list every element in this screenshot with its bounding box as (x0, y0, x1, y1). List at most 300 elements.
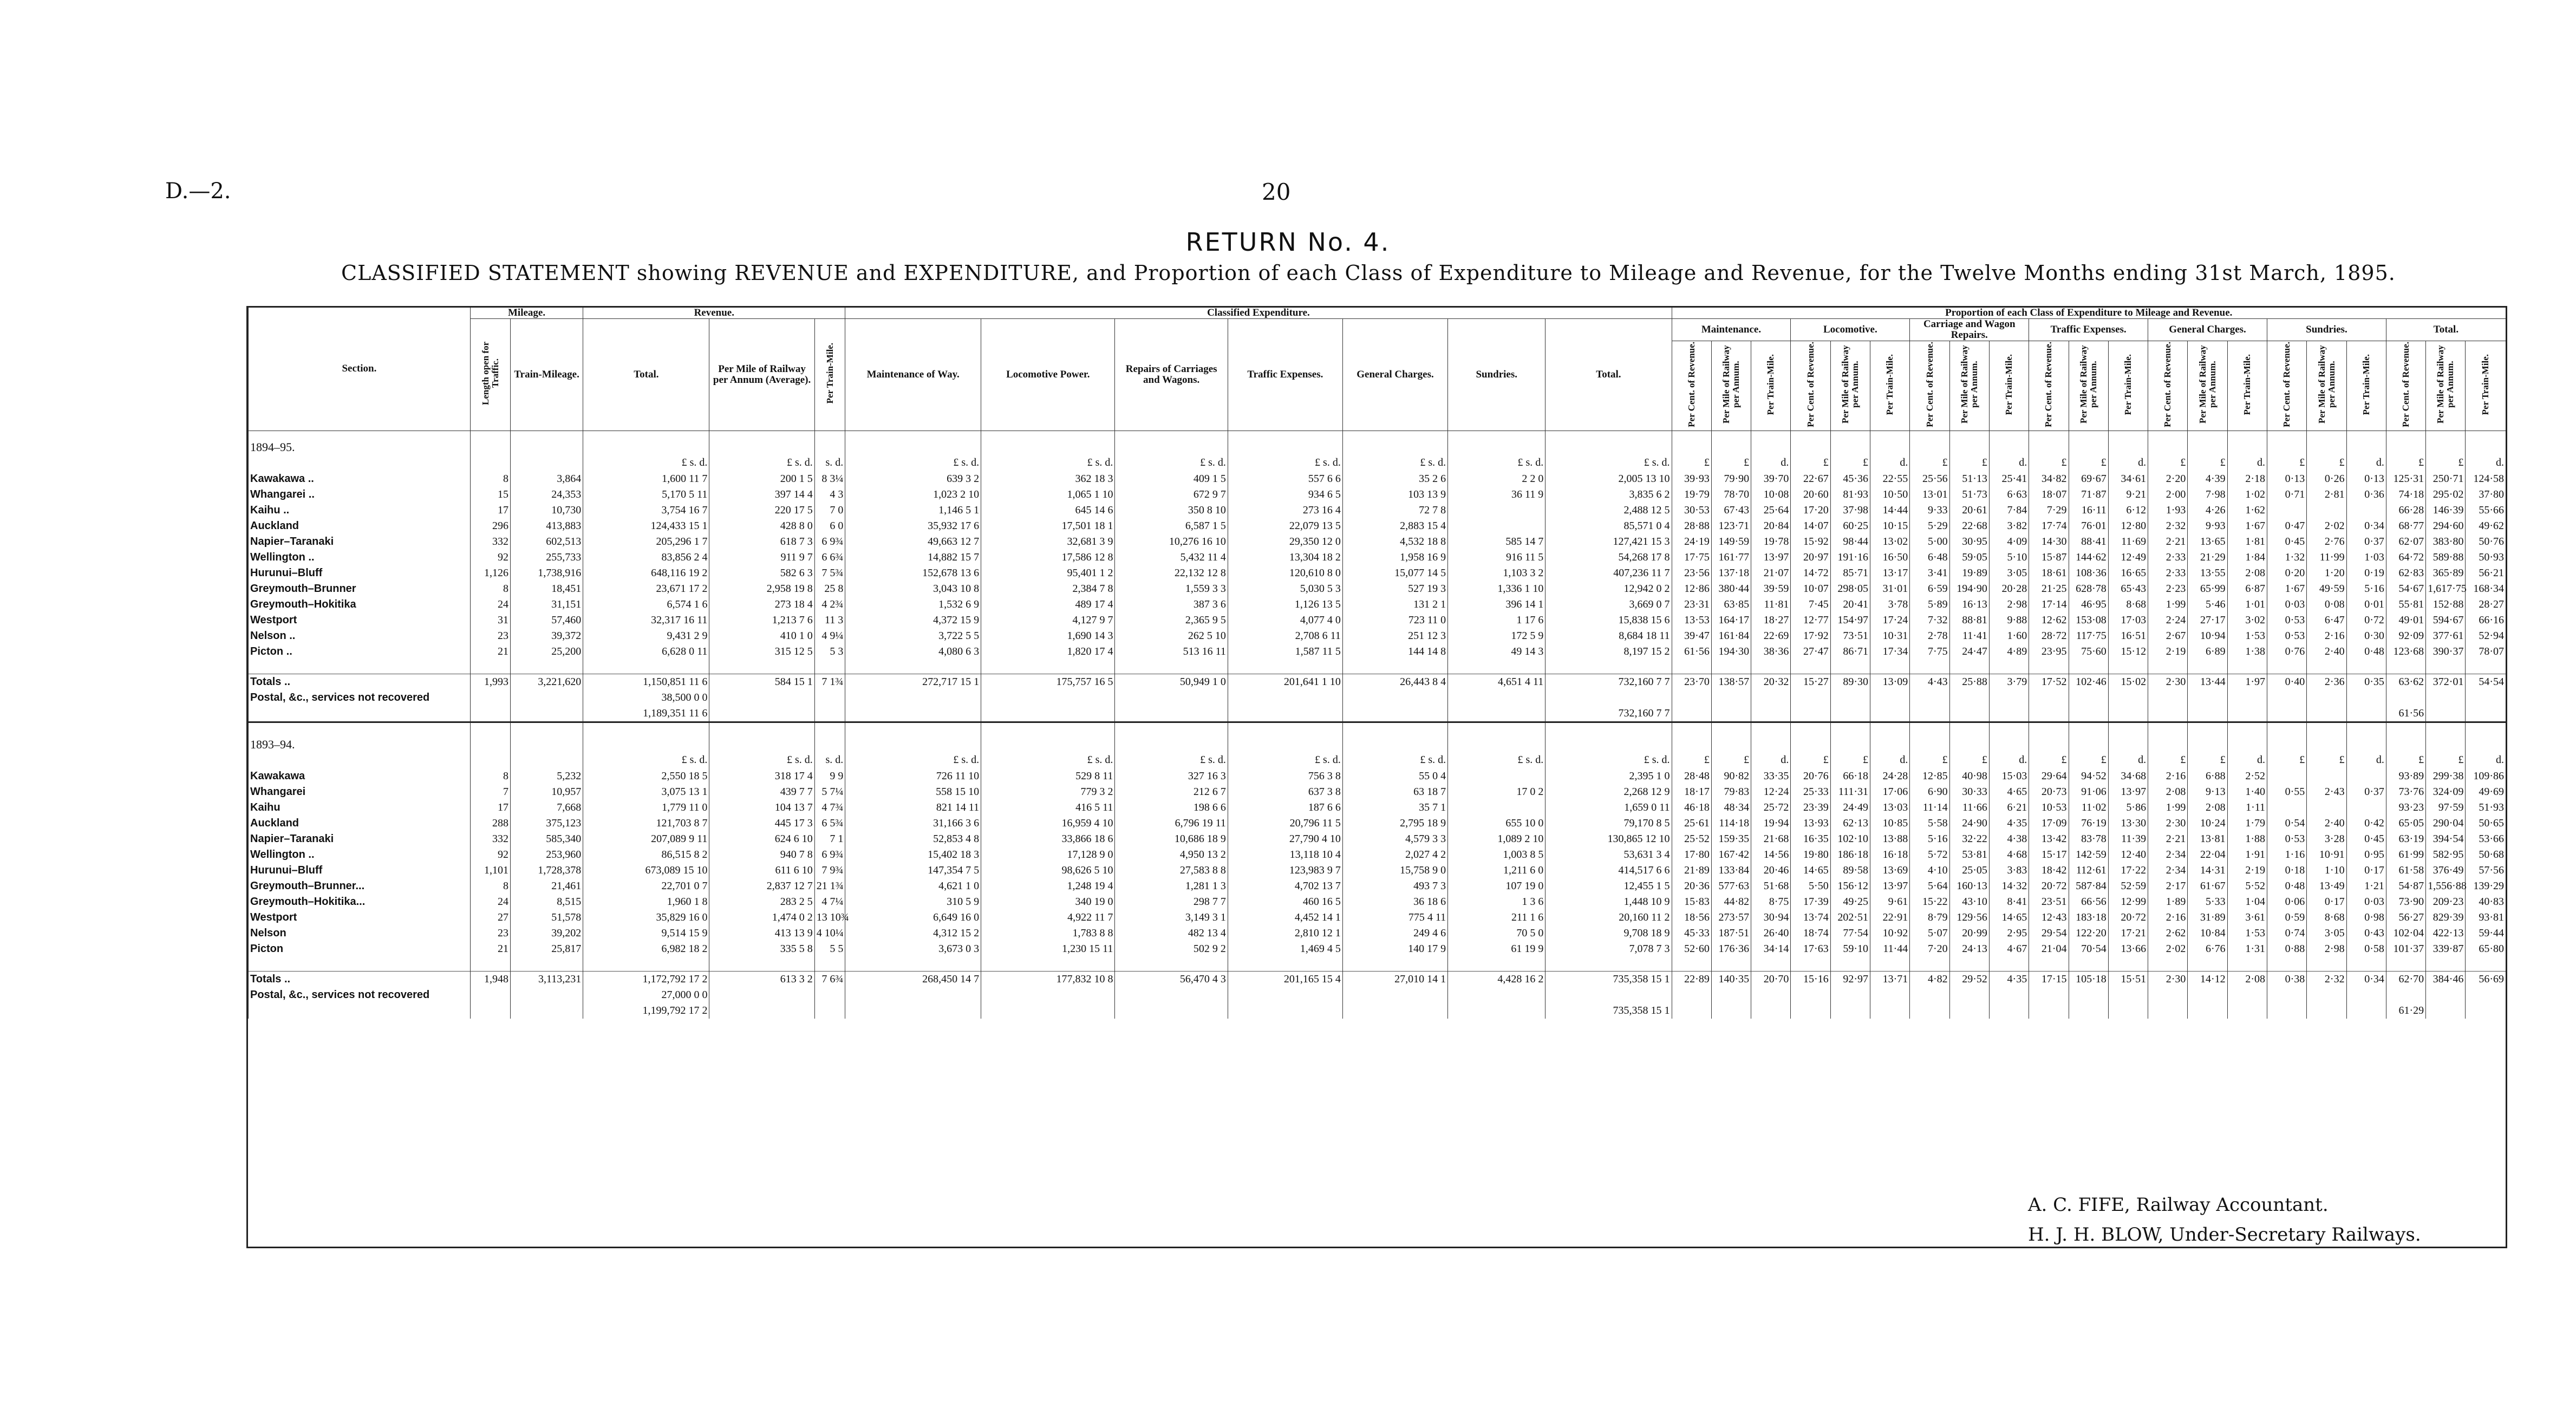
repairs-cell: 6,796 19 11 (1115, 816, 1228, 831)
proportion-cell: 0·53 (2267, 628, 2306, 644)
empty-cell (845, 728, 981, 752)
general-cell: 2,883 15 4 (1342, 518, 1447, 534)
unit-label: £ (1949, 455, 1989, 471)
totals-row (249, 971, 2506, 987)
proportion-cell: 9·61 (1870, 894, 1910, 910)
empty-cell (2307, 1003, 2346, 1019)
proportion-cell: 7·75 (1910, 644, 1949, 660)
empty-cell (2386, 728, 2425, 752)
general-cell: 1,958 16 9 (1342, 550, 1447, 565)
sundries-cell: 1 3 6 (1448, 894, 1545, 910)
proportion-cell: 17·24 (1870, 612, 1910, 628)
section-name: Picton .. (249, 644, 471, 660)
proportion-cell: 23·56 (1672, 565, 1711, 581)
proportion-cell: 10·92 (1870, 925, 1910, 941)
proportion-cell: 109·86 (2466, 768, 2506, 784)
traffic-cell: 22,079 13 5 (1228, 518, 1342, 534)
empty-cell (583, 957, 709, 972)
proportion-cell: 39·47 (1672, 628, 1711, 644)
empty-cell (2227, 1003, 2267, 1019)
proportion-cell: 2·08 (2188, 800, 2227, 816)
proportion-cell (2307, 503, 2346, 518)
proportion-cell: 76·01 (2069, 518, 2108, 534)
proportion-cell: 290·04 (2426, 816, 2466, 831)
empty-cell (1989, 660, 2029, 674)
proportion-cell: 1·93 (2148, 503, 2188, 518)
proportion-cell: 8·68 (2108, 597, 2148, 612)
proportion-cell: 16·51 (2108, 628, 2148, 644)
proportion-cell: 0·53 (2267, 612, 2306, 628)
repairs-cell: 27,583 8 8 (1115, 863, 1228, 878)
proportion-cell: 14·56 (1751, 847, 1791, 863)
general-cell: 723 11 0 (1342, 612, 1447, 628)
empty-cell (1830, 706, 1870, 722)
section-name: Kaihu .. (249, 503, 471, 518)
empty-cell (1672, 987, 1711, 1003)
revenue-per-train-mile-cell: 4 3 (814, 487, 845, 503)
empty-cell (2108, 722, 2148, 728)
col-train-mileage: Train-Mileage. (511, 318, 583, 431)
col-revenue-total: Total. (583, 318, 709, 431)
empty-cell (2148, 431, 2188, 455)
unit-label: d. (1870, 752, 1910, 768)
revenue-per-train-mile-cell: 4 7¾ (814, 800, 845, 816)
length-cell: 21 (470, 644, 510, 660)
proportion-cell: 67·43 (1711, 503, 1751, 518)
proportion-cell: 0·98 (2346, 910, 2386, 925)
empty-cell (2386, 957, 2425, 972)
repairs-cell: 513 16 11 (1115, 644, 1228, 660)
col-maintenance: Maintenance of Way. (845, 318, 981, 431)
section-name: Auckland (249, 518, 471, 534)
proportion-cell: 2·98 (2307, 941, 2346, 957)
proportion-cell: 0·72 (2346, 612, 2386, 628)
proportion-cell: 20·99 (1949, 925, 1989, 941)
proportion-cell: 383·80 (2426, 534, 2466, 550)
proportion-cell: 15·92 (1791, 534, 1830, 550)
page-number: 20 (1262, 179, 1291, 205)
proportion-cell: 1·67 (2267, 581, 2306, 597)
proportion-cell: 5·64 (1910, 878, 1949, 894)
proportion-cell: 16·13 (1949, 597, 1989, 612)
empty-cell (1989, 706, 2029, 722)
proportion-cell: 0·18 (2267, 863, 2306, 878)
train-mileage-cell: 375,123 (511, 816, 583, 831)
empty-cell (845, 706, 981, 722)
empty-cell (1342, 987, 1447, 1003)
proportion-cell: 4·35 (1989, 816, 2029, 831)
proportion-cell: 0·13 (2267, 471, 2306, 487)
proportion-cell: 2·17 (2148, 878, 2188, 894)
proportion-cell: 29·64 (2029, 768, 2069, 784)
locomotive-cell: 1,065 1 10 (981, 487, 1115, 503)
empty-cell (709, 660, 814, 674)
proportion-cell: 139·29 (2466, 878, 2506, 894)
proportion-cell: 53·66 (2466, 831, 2506, 847)
empty-cell (2426, 706, 2466, 722)
train-mileage-cell: 10,730 (511, 503, 583, 518)
proportion-cell: 15·12 (2108, 644, 2148, 660)
train-mileage-cell: 21,461 (511, 878, 583, 894)
proportion-cell: 0·38 (2267, 971, 2306, 987)
empty-cell (2148, 706, 2188, 722)
section-row (249, 565, 2506, 581)
revenue-per-mile-cell: 2,958 19 8 (709, 581, 814, 597)
maintenance-cell: 15,402 18 3 (845, 847, 981, 863)
sundries-cell (1448, 503, 1545, 518)
proportion-cell: 16·65 (2108, 565, 2148, 581)
empty-cell (1672, 706, 1711, 722)
empty-cell (249, 1003, 471, 1019)
proportion-cell: 29·52 (1949, 971, 1989, 987)
empty-cell (1870, 957, 1910, 972)
section-name: Totals .. (249, 971, 471, 987)
repairs-cell: 1,559 3 3 (1115, 581, 1228, 597)
prop-group-maintenance: Maintenance. (1672, 318, 1791, 341)
proportion-cell: 88·81 (1949, 612, 1989, 628)
proportion-cell: 123·68 (2386, 644, 2425, 660)
proportion-cell: 23·95 (2029, 644, 2069, 660)
length-cell: 92 (470, 550, 510, 565)
section-row (249, 503, 2506, 518)
col-repairs: Repairs of Carriages and Wagons. (1115, 318, 1228, 431)
col-revenue-per-train-mile: Per Train-Mile. (814, 318, 845, 431)
sundries-cell: 17 0 2 (1448, 784, 1545, 800)
empty-cell (1910, 987, 1949, 1003)
empty-cell (1228, 728, 1342, 752)
empty-cell (2069, 431, 2108, 455)
empty-cell (2386, 660, 2425, 674)
traffic-cell: 637 3 8 (1228, 784, 1342, 800)
unit-label: £ (1830, 752, 1870, 768)
proportion-cell: 13·74 (1791, 910, 1830, 925)
sundries-cell: 49 14 3 (1448, 644, 1545, 660)
proportion-cell: 154·97 (1830, 612, 1870, 628)
empty-cell (1989, 987, 2029, 1003)
empty-cell (1115, 660, 1228, 674)
proportion-cell: 51·13 (1949, 471, 1989, 487)
proportion-cell: 11·44 (1870, 941, 1910, 957)
proportion-cell: 1·84 (2227, 550, 2267, 565)
train-mileage-cell: 25,817 (511, 941, 583, 957)
proportion-cell: 2·40 (2307, 644, 2346, 660)
empty-cell (1342, 722, 1447, 728)
proportion-cell: 78·70 (1711, 487, 1751, 503)
proportion-cell: 0·42 (2346, 816, 2386, 831)
empty-cell (1711, 706, 1751, 722)
proportion-cell: 43·10 (1949, 894, 1989, 910)
empty-cell (2267, 957, 2306, 972)
proportion-cell: 0·34 (2346, 971, 2386, 987)
section-name: Whangarei .. (249, 487, 471, 503)
proportion-cell: 5·46 (2188, 597, 2227, 612)
proportion-cell: 191·16 (1830, 550, 1870, 565)
proportion-cell: 2·95 (1989, 925, 2029, 941)
proportion-cell: 102·46 (2069, 674, 2108, 690)
train-mileage-cell: 57,460 (511, 612, 583, 628)
revenue-per-mile-cell: 439 7 7 (709, 784, 814, 800)
maintenance-cell: 3,722 5 5 (845, 628, 981, 644)
proportion-cell: 250·71 (2426, 471, 2466, 487)
maintenance-cell: 4,621 1 0 (845, 878, 981, 894)
spacer-row (249, 660, 2506, 674)
proportion-cell: 1·53 (2227, 925, 2267, 941)
proportion-cell: 0·76 (2267, 644, 2306, 660)
proportion-cell: 2·16 (2148, 768, 2188, 784)
proportion-cell: 112·61 (2069, 863, 2108, 878)
proportion-cell: 73·51 (1830, 628, 1870, 644)
empty-cell (1711, 660, 1751, 674)
empty-cell (2466, 660, 2506, 674)
revenue-per-train-mile-cell: 4 9¼ (814, 628, 845, 644)
empty-cell (1448, 987, 1545, 1003)
section-name: Auckland (249, 816, 471, 831)
unit-label: £ (1910, 455, 1949, 471)
sundries-cell: 211 1 6 (1448, 910, 1545, 925)
proportion-cell: 299·38 (2426, 768, 2466, 784)
empty-cell (1228, 722, 1342, 728)
proportion-cell: 51·68 (1751, 878, 1791, 894)
proportion-cell: 9·88 (1989, 612, 2029, 628)
proportion-cell: 25·56 (1910, 471, 1949, 487)
proportion-cell: 6·59 (1910, 581, 1949, 597)
empty-cell (1791, 690, 1830, 706)
proportion-cell: 34·82 (2029, 471, 2069, 487)
proportion-cell: 52·59 (2108, 878, 2148, 894)
revenue-per-mile-cell: 200 1 5 (709, 471, 814, 487)
empty-cell (511, 1003, 583, 1019)
proportion-cell: 1·79 (2227, 816, 2267, 831)
traffic-cell: 123,983 9 7 (1228, 863, 1342, 878)
locomotive-cell: 95,401 1 2 (981, 565, 1115, 581)
proportion-cell: 21·07 (1751, 565, 1791, 581)
empty-cell (1751, 987, 1791, 1003)
proportion-cell: 1·91 (2227, 847, 2267, 863)
proportion-cell: 1·99 (2148, 597, 2188, 612)
proportion-cell: 20·61 (1949, 503, 1989, 518)
empty-cell (1830, 431, 1870, 455)
proportion-cell: 4·35 (1989, 971, 2029, 987)
section-row (249, 847, 2506, 863)
sundries-cell: 1,103 3 2 (1448, 565, 1545, 581)
revenue-per-train-mile-cell: 5 7¼ (814, 784, 845, 800)
proportion-cell: 45·33 (1672, 925, 1711, 941)
proportion-cell: 61·99 (2386, 847, 2425, 863)
repairs-cell: 298 7 7 (1115, 894, 1228, 910)
locomotive-cell: 779 3 2 (981, 784, 1115, 800)
empty-cell (2188, 660, 2227, 674)
empty-cell (1870, 987, 1910, 1003)
proportion-cell: 17·34 (1870, 644, 1910, 660)
proportion-cell: 4·67 (1989, 941, 2029, 957)
empty-cell (2346, 728, 2386, 752)
unit-label: d. (2346, 752, 2386, 768)
unit-label: £ s. d. (845, 752, 981, 768)
empty-cell (845, 1003, 981, 1019)
proportion-cell: 2·16 (2148, 910, 2188, 925)
proportion-cell: 17·06 (1870, 784, 1910, 800)
proportion-cell: 7·45 (1791, 597, 1830, 612)
repairs-cell: 212 6 7 (1115, 784, 1228, 800)
train-mileage-cell: 5,232 (511, 768, 583, 784)
maintenance-cell: 558 15 10 (845, 784, 981, 800)
empty-cell (470, 728, 510, 752)
proportion-cell: 4·65 (1989, 784, 2029, 800)
proportion-cell: 164·17 (1711, 612, 1751, 628)
proportion-cell: 4·38 (1989, 831, 2029, 847)
proportion-cell: 0·35 (2346, 674, 2386, 690)
proportion-cell: 30·95 (1949, 534, 1989, 550)
unit-label: £ (2029, 752, 2069, 768)
revenue-per-train-mile-cell: 4 10¼ (814, 925, 845, 941)
proportion-cell: 142·59 (2069, 847, 2108, 863)
proportion-cell: 52·60 (1672, 941, 1711, 957)
proportion-cell: 153·08 (2069, 612, 2108, 628)
proportion-cell: 0·34 (2346, 518, 2386, 534)
proportion-cell: 4·39 (2188, 471, 2227, 487)
length-cell: 17 (470, 503, 510, 518)
proportion-cell: 0·17 (2307, 894, 2346, 910)
empty-cell (2188, 690, 2227, 706)
prop-subheader: Per Train-Mile. (1751, 341, 1791, 431)
empty-cell (1448, 706, 1545, 722)
proportion-cell: 11·66 (1949, 800, 1989, 816)
empty-cell (1342, 1003, 1447, 1019)
proportion-cell: 27·47 (1791, 644, 1830, 660)
locomotive-cell: 177,832 10 8 (981, 971, 1115, 987)
general-cell: 131 2 1 (1342, 597, 1447, 612)
proportion-cell: 12·86 (1672, 581, 1711, 597)
revenue-total-cell: 23,671 17 2 (583, 581, 709, 597)
empty-cell (2227, 722, 2267, 728)
empty-cell (1448, 431, 1545, 455)
locomotive-cell: 4,922 11 7 (981, 910, 1115, 925)
proportion-cell: 6·90 (1910, 784, 1949, 800)
proportion-cell: 73·76 (2386, 784, 2425, 800)
empty-cell (470, 690, 510, 706)
revenue-total-cell: 86,515 8 2 (583, 847, 709, 863)
proportion-cell: 90·82 (1711, 768, 1751, 784)
sundries-cell: 36 11 9 (1448, 487, 1545, 503)
proportion-cell: 11·14 (1910, 800, 1949, 816)
empty-cell (2307, 722, 2346, 728)
proportion-cell: 390·37 (2426, 644, 2466, 660)
proportion-cell: 14·30 (2029, 534, 2069, 550)
proportion-cell: 377·61 (2426, 628, 2466, 644)
proportion-cell: 20·97 (1791, 550, 1830, 565)
revenue-per-mile-cell: 428 8 0 (709, 518, 814, 534)
empty-cell (2307, 987, 2346, 1003)
proportion-cell: 0·01 (2346, 597, 2386, 612)
proportion-cell: 8·75 (1751, 894, 1791, 910)
proportion-cell: 69·67 (2069, 471, 2108, 487)
proportion-cell: 70·54 (2069, 941, 2108, 957)
empty-cell (1830, 957, 1870, 972)
proportion-cell: 25·72 (1751, 800, 1791, 816)
empty-cell (2346, 660, 2386, 674)
empty-cell (1448, 728, 1545, 752)
section-name: Kawakawa .. (249, 471, 471, 487)
empty-cell (511, 660, 583, 674)
expenditure-total-cell: 414,517 6 6 (1545, 863, 1672, 878)
empty-cell (1791, 728, 1830, 752)
prop-subheader: Per Cent. of Revenue. (2386, 341, 2425, 431)
proportion-cell: 19·80 (1791, 847, 1830, 863)
proportion-cell: 39·59 (1751, 581, 1791, 597)
proportion-cell: 0·48 (2346, 644, 2386, 660)
unit-label: £ (1711, 752, 1751, 768)
proportion-cell (2267, 800, 2306, 816)
revenue-per-mile-cell: 2,837 12 7 (709, 878, 814, 894)
unit-label: £ s. d. (1228, 752, 1342, 768)
proportion-cell: 137·18 (1711, 565, 1751, 581)
section-name: Whangarei (249, 784, 471, 800)
proportion-cell: 59·05 (1949, 550, 1989, 565)
empty-cell (2267, 660, 2306, 674)
empty-cell (1949, 987, 1989, 1003)
proportion-cell: 60·25 (1830, 518, 1870, 534)
revenue-total-cell: 22,701 0 7 (583, 878, 709, 894)
empty-cell (814, 728, 845, 752)
revenue-per-mile-cell: 410 1 0 (709, 628, 814, 644)
proportion-cell: 63·85 (1711, 597, 1751, 612)
proportion-cell: 56·69 (2466, 971, 2506, 987)
maintenance-cell: 31,166 3 6 (845, 816, 981, 831)
proportion-cell: 34·68 (2108, 768, 2148, 784)
statement-title: CLASSIFIED STATEMENT showing REVENUE and EXPENDITURE, and Proportion of each Class of Expenditure to Mileage and Revenue, for the Twelve Months ending 31st March, 1895. (341, 261, 2396, 285)
traffic-cell: 2,708 6 11 (1228, 628, 1342, 644)
proportion-cell: 149·59 (1711, 534, 1751, 550)
proportion-cell: 24·49 (1830, 800, 1870, 816)
empty-cell (1830, 1003, 1870, 1019)
sundries-cell: 61 19 9 (1448, 941, 1545, 957)
empty-cell (1711, 728, 1751, 752)
empty-cell (1448, 690, 1545, 706)
empty-cell (1910, 1003, 1949, 1019)
length-cell: 8 (470, 878, 510, 894)
prop-subheader: Per Cent. of Revenue. (2148, 341, 2188, 431)
proportion-cell: 13·88 (1870, 831, 1910, 847)
empty-cell (470, 987, 510, 1003)
empty-cell (2227, 957, 2267, 972)
proportion-cell: 14·65 (1791, 863, 1830, 878)
empty-cell (1751, 728, 1791, 752)
length-cell: 296 (470, 518, 510, 534)
revenue-per-train-mile-cell: 4 2¾ (814, 597, 845, 612)
proportion-cell: 32·22 (1949, 831, 1989, 847)
proportion-cell: 71·87 (2069, 487, 2108, 503)
empty-cell (1989, 728, 2029, 752)
prop-group-repairs: Carriage and Wagon Repairs. (1910, 318, 2029, 341)
unit-label: d. (2466, 455, 2506, 471)
sundries-cell: 70 5 0 (1448, 925, 1545, 941)
proportion-cell: 5·10 (1989, 550, 2029, 565)
year-heading-row (249, 431, 2506, 455)
revenue-per-mile-cell: 104 13 7 (709, 800, 814, 816)
postal-revenue-cell: 27,000 0 0 (583, 987, 709, 1003)
proportion-cell: 20·73 (2029, 784, 2069, 800)
prop-subheader: Per Cent. of Revenue. (1672, 341, 1711, 431)
revenue-per-train-mile-cell: 8 3¼ (814, 471, 845, 487)
general-cell: 63 18 7 (1342, 784, 1447, 800)
proportion-cell: 20·60 (1791, 487, 1830, 503)
section-name: Greymouth–Hokitika... (249, 894, 471, 910)
revenue-total-cell: 6,982 18 2 (583, 941, 709, 957)
empty-cell (249, 957, 471, 972)
proportion-cell: 1·40 (2227, 784, 2267, 800)
unit-label: £ s. d. (1115, 455, 1228, 471)
proportion-cell: 117·75 (2069, 628, 2108, 644)
